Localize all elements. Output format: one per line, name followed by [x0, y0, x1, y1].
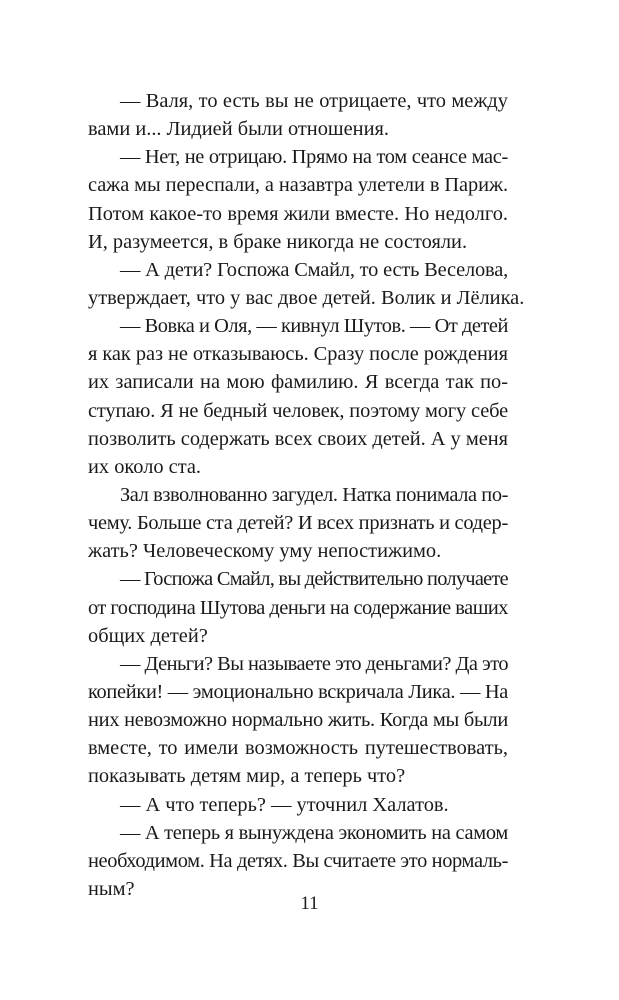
text-line: — А теперь я вынуждена экономить на самом — [120, 821, 508, 844]
text-line: — Вовка и Оля, — кивнул Шутов. — От детей — [120, 315, 508, 338]
text-line: ным? — [88, 877, 135, 900]
text-line: я как раз не отказываюсь. Сразу после рождения — [88, 343, 508, 366]
text-line: вместе, то имели возможность путешествовать, — [88, 737, 508, 760]
text-line: — Госпожа Смайл, вы действительно получаете — [120, 568, 508, 591]
text-line: их записали на мою фамилию. Я всегда так по- — [88, 371, 508, 394]
text-line: вами и... Лидией были отношения. — [88, 118, 389, 141]
text-line: общих детей? — [88, 624, 208, 647]
text-line: Зал взволнованно загудел. Натка понимала по- — [120, 483, 508, 506]
text-line: — А что теперь? — уточнил Халатов. — [120, 793, 449, 816]
text-line: их около ста. — [88, 455, 202, 478]
text-line: чему. Больше ста детей? И всех признать и содер- — [88, 512, 508, 535]
text-line: — Нет, не отрицаю. Прямо на том сеансе мас- — [120, 146, 508, 169]
text-line: них невозможно нормально жить. Когда мы были — [88, 709, 508, 732]
text-line: ступаю. Я не бедный человек, поэтому могу себе — [88, 399, 508, 422]
text-line: необходимом. На детях. Вы считаете это нормаль- — [88, 849, 508, 872]
text-line: — А дети? Госпожа Смайл, то есть Веселова, — [120, 258, 508, 281]
text-line: сажа мы переспали, а назавтра улетели в Париж. — [88, 174, 508, 197]
text-line: от господина Шутова деньги на содержание ваших — [88, 596, 508, 619]
text-line: утверждает, что у вас двое детей. Волик и Лёлика. — [88, 286, 525, 309]
text-line: позволить содержать всех своих детей. А у меня — [88, 427, 508, 450]
text-line: И, разумеется, в браке никогда не состояли. — [88, 230, 468, 253]
text-line: показывать детям мир, а теперь что? — [88, 765, 406, 788]
text-line: жать? Человеческому уму непостижимо. — [88, 540, 442, 563]
text-line: — Валя, то есть вы не отрицаете, что между — [120, 90, 508, 112]
text-line: — Деньги? Вы называете это деньгами? Да это — [120, 652, 508, 675]
body-text — [88, 87, 525, 903]
text-line: копейки! — эмоционально вскричала Лика. — На — [88, 680, 508, 703]
page-number: 11 — [300, 893, 319, 914]
text-line: Потом какое-то время жили вместе. Но недолго. — [88, 202, 508, 225]
